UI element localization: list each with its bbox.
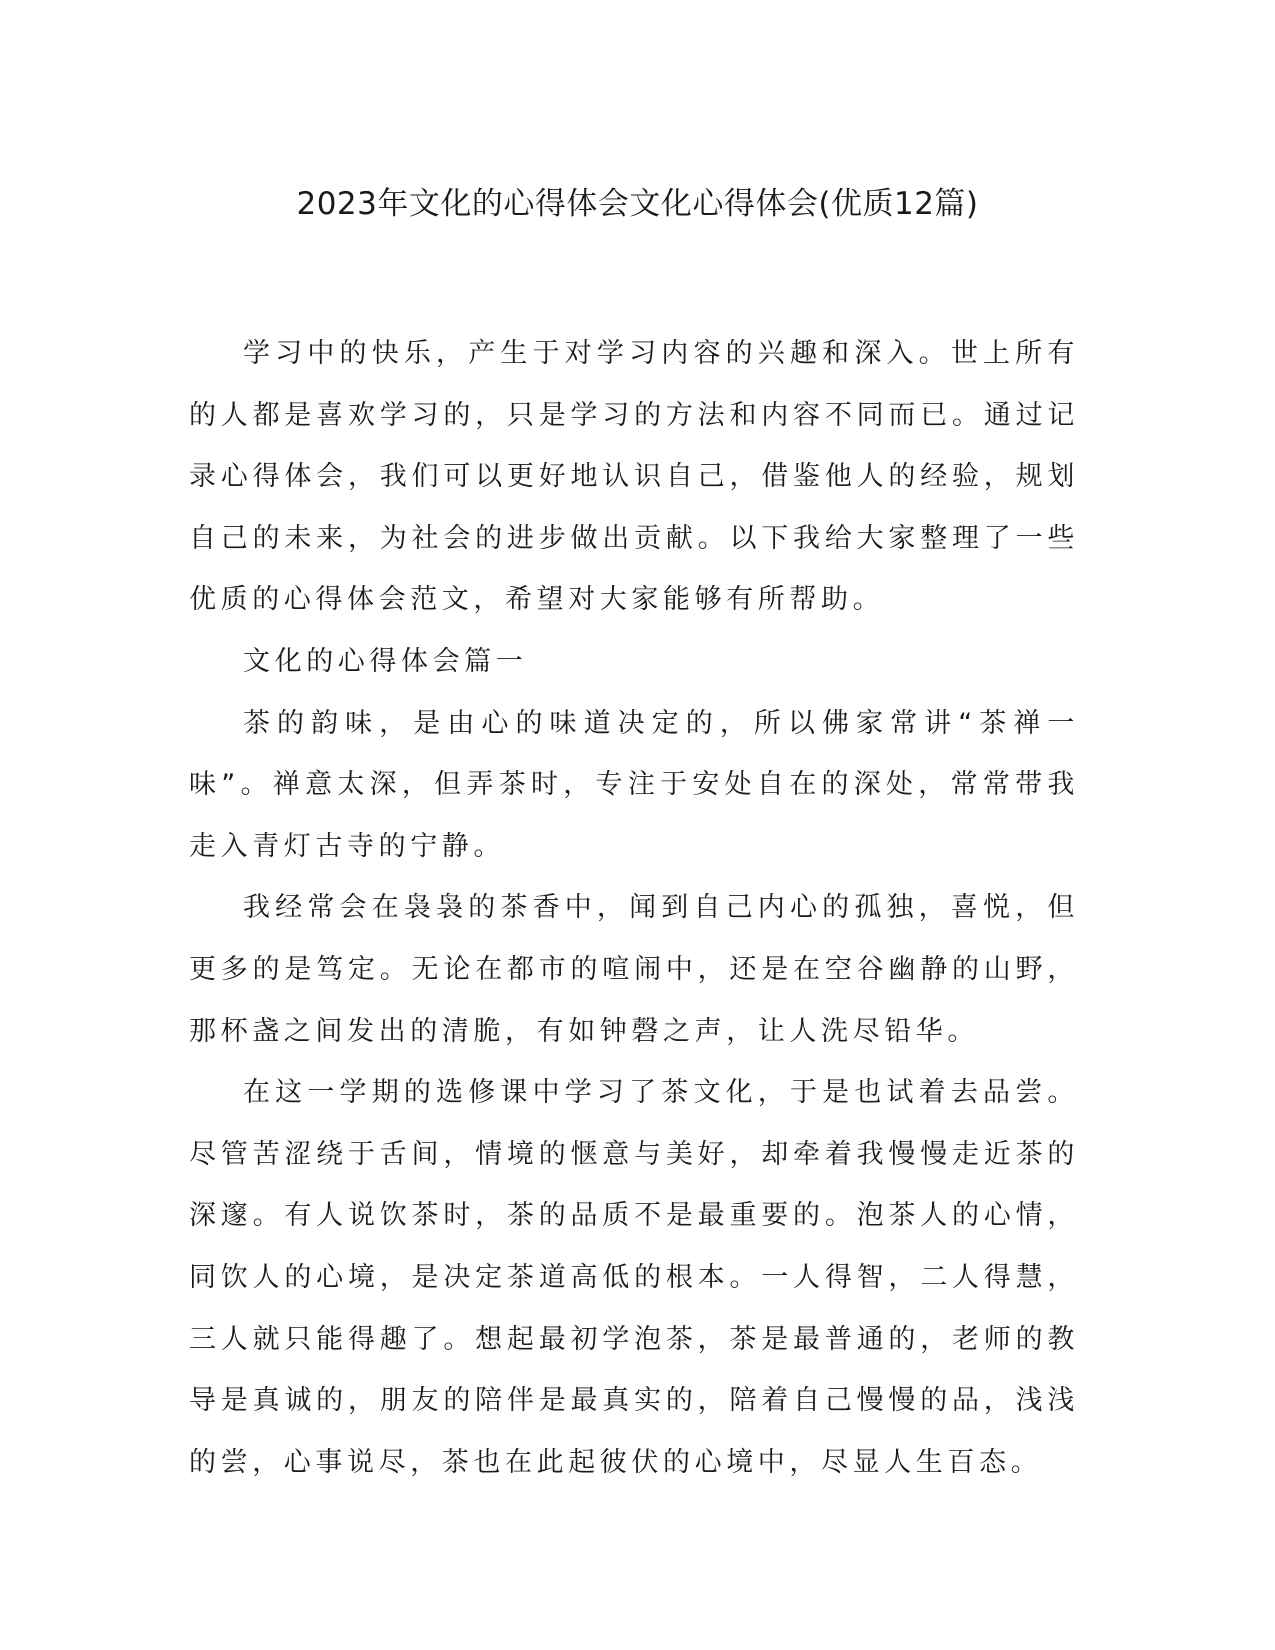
intro-paragraph: 学习中的快乐，产生于对学习内容的兴趣和深入。世上所有的人都是喜欢学习的，只是学习的方法和内容不同而已。通过记录心得体会，我们可以更好地认识自己，借鉴他人的经验，规划自己的未来，为社会的进步做出贡献。以下我给大家整理了一些优质的心得体会范文，希望对大家能够有所帮助。 (189, 338, 1079, 616)
section-heading: 文化的心得体会篇一 (243, 645, 528, 677)
body-paragraph: 在这一学期的选修课中学习了茶文化，于是也试着去品尝。尽管苦涩绕于舌间，情境的惬意与美好，却牵着我慢慢走近茶的深邃。有人说饮茶时，茶的品质不是最重要的。泡茶人的心情，同饮人的心境，是决定茶道高低的根本。一人得智，二人得慧，三人就只能得趣了。想起最初学泡茶，茶是最普通的，老师的教导是真诚的，朋友的陪伴是最真实的，陪着自己慢慢的品，浅浅的尝，心事说尽，茶也在此起彼伏的心境中，尽显人生百态。 (189, 1077, 1079, 1478)
body-paragraph: 茶的韵味，是由心的味道决定的，所以佛家常讲“茶禅一味”。禅意太深，但弄茶时，专注于安处自在的深处，常常带我走入青灯古寺的宁静。 (189, 707, 1079, 862)
document-body (189, 323, 1079, 1493)
document-title: 2023年文化的心得体会文化心得体会(优质12篇) (296, 186, 979, 222)
body-paragraph: 我经常会在袅袅的茶香中，闻到自己内心的孤独，喜悦，但更多的是笃定。无论在都市的喧闹中，还是在空谷幽静的山野，那杯盏之间发出的清脆，有如钟磬之声，让人洗尽铅华。 (189, 892, 1079, 1047)
